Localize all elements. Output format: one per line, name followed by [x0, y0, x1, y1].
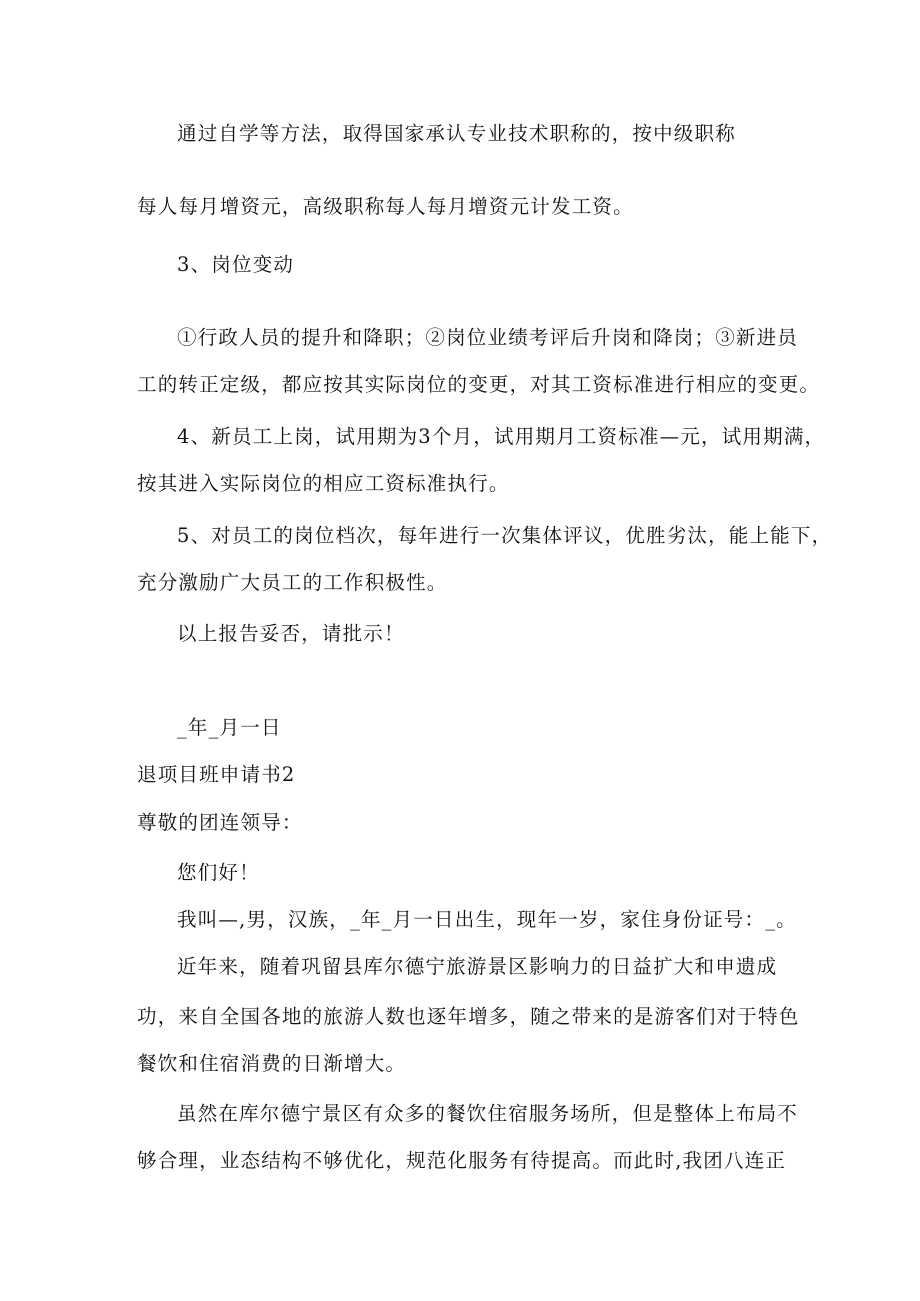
document-title: 退项目班申请书2	[137, 763, 296, 786]
greeting: 您们好！	[177, 861, 260, 884]
paragraph-line: 每人每月增资元，高级职称每人每月增资元计发工资。	[137, 195, 634, 218]
paragraph-line: 工的转正定级，都应按其实际岗位的变更，对其工资标准进行相应的变更。	[137, 373, 821, 396]
paragraph-line: ①行政人员的提升和降职；②岗位业绩考评后升岗和降岗；③新进员	[177, 326, 799, 349]
date-line: _年_月一日	[177, 716, 282, 739]
paragraph-line: 功，来自全国各地的旅游人数也逐年增多，随之带来的是游客们对于特色	[137, 1005, 800, 1028]
section-heading: 3、岗位变动	[177, 253, 295, 276]
paragraph-line: 5、对员工的岗位档次，每年进行一次集体评议，优胜劣汰，能上能下，	[177, 524, 833, 547]
paragraph-line: 按其进入实际岗位的相应工资标准执行。	[137, 472, 510, 495]
paragraph-line: 我叫—,男，汉族，_年_月一日出生，现年一岁，家住身份证号：_。	[177, 908, 797, 931]
closing-line: 以上报告妥否，请批示！	[177, 622, 405, 645]
paragraph-line: 充分激励广大员工的工作积极性。	[137, 571, 448, 594]
paragraph-line: 通过自学等方法，取得国家承认专业技术职称的，按中级职称	[177, 122, 736, 145]
salutation: 尊敬的团连领导：	[137, 811, 303, 834]
paragraph-line: 够合理，业态结构不够优化，规范化服务有待提高。而此时,我团八连正	[137, 1149, 787, 1172]
paragraph-line: 近年来，随着巩留县库尔德宁旅游景区影响力的日益扩大和申遗成	[177, 955, 778, 978]
paragraph-line: 餐饮和住宿消费的日渐增大。	[137, 1052, 407, 1075]
paragraph-line: 4、新员工上岗，试用期为3个月，试用期月工资标准—元，试用期满，	[177, 425, 826, 448]
paragraph-line: 虽然在库尔德宁景区有众多的餐饮住宿服务场所，但是整体上布局不	[177, 1102, 799, 1125]
